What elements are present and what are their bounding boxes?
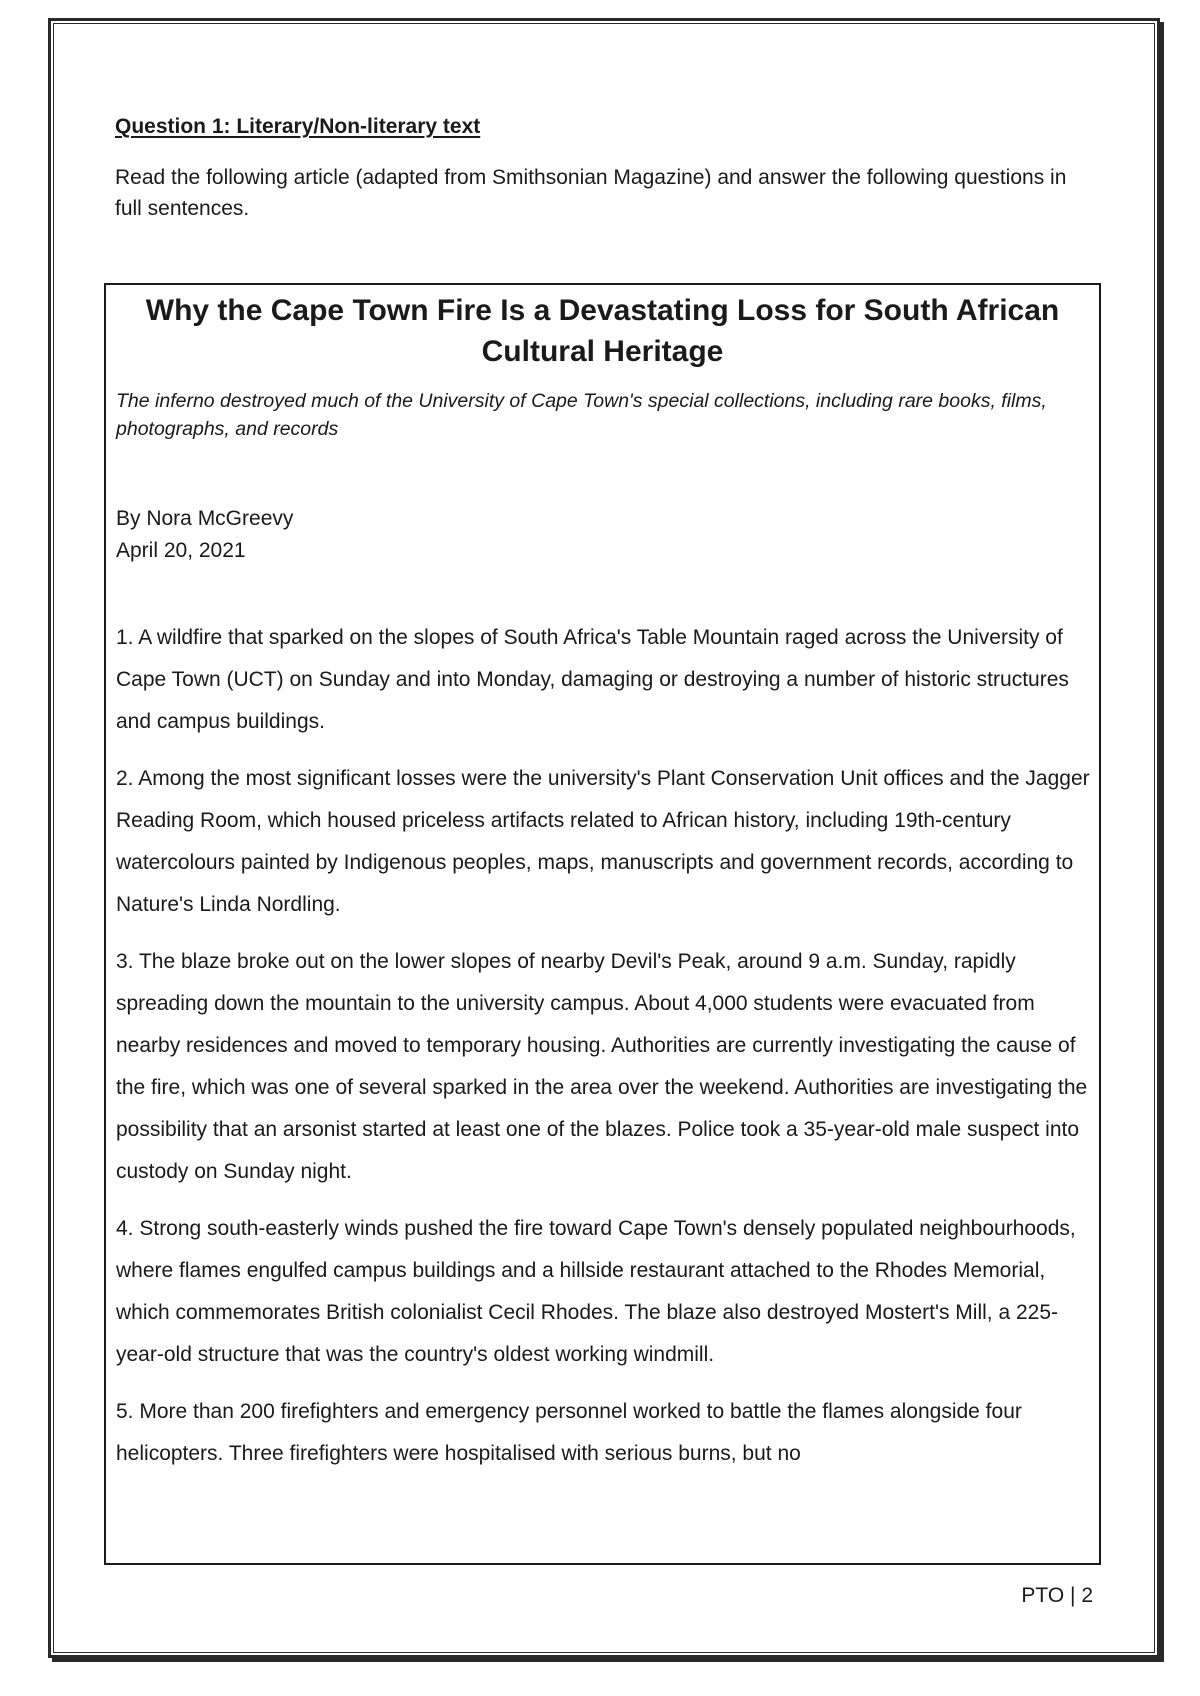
article-byline	[116, 503, 293, 567]
question-heading: Question 1: Literary/Non-literary text	[115, 115, 481, 138]
article-title: Why the Cape Town Fire Is a Devastating Loss for South African Cultural Heritage	[145, 294, 1060, 368]
article-subtitle: The inferno destroyed much of the University of Cape Town's special collections, including rare books, films, photographs, and records	[116, 390, 1047, 440]
article-paragraph-5: 5. More than 200 firefighters and emergency personnel worked to battle the flames alongside four helicopters. Three firefighters were hospitalised with serious burns, but no	[116, 1400, 1022, 1465]
article-paragraph-1: 1. A wildfire that sparked on the slopes of South Africa's Table Mountain raged across the University of Cape Town (UCT) on Sunday and into Monday, damaging or destroying a number of historic structures and campus buildings.	[116, 626, 1069, 733]
article-date: April 20, 2021	[116, 539, 246, 562]
article-box	[104, 283, 1101, 1565]
article-paragraph-2: 2. Among the most significant losses were the university's Plant Conservation Unit offices and the Jagger Reading Room, which housed priceless artifacts related to African history, including 19th-century watercolours painted by Indigenous peoples, maps, manuscripts and government records, according to Nature's Linda Nordling.	[116, 767, 1090, 916]
question-instructions: Read the following article (adapted from Smithsonian Magazine) and answer the following questions in full sentences.	[115, 166, 1067, 220]
article-author: By Nora McGreevy	[116, 507, 294, 530]
article-paragraph-4: 4. Strong south-easterly winds pushed the fire toward Cape Town's densely populated neighbourhoods, where flames engulfed campus buildings and a hillside restaurant attached to the Rhodes Memorial, which commemorates British colonialist Cecil Rhodes. The blaze also destroyed Mostert's Mill, a 225-year-old structure that was the country's oldest working windmill.	[116, 1217, 1076, 1366]
article-body	[116, 617, 1101, 1490]
article-paragraph-3: 3. The blaze broke out on the lower slopes of nearby Devil's Peak, around 9 a.m. Sunday, rapidly spreading down the mountain to the university campus. About 4,000 students were evacuated from nearby residences and moved to temporary housing. Authorities are currently investigating the cause of the fire, which was one of several sparked in the area over the weekend. Authorities are investigating the possibility that an arsonist started at least one of the blazes. Police took a 35-year-old male suspect into custody on Sunday night.	[116, 950, 1088, 1183]
page-number-footer: PTO | 2	[1021, 1584, 1093, 1607]
